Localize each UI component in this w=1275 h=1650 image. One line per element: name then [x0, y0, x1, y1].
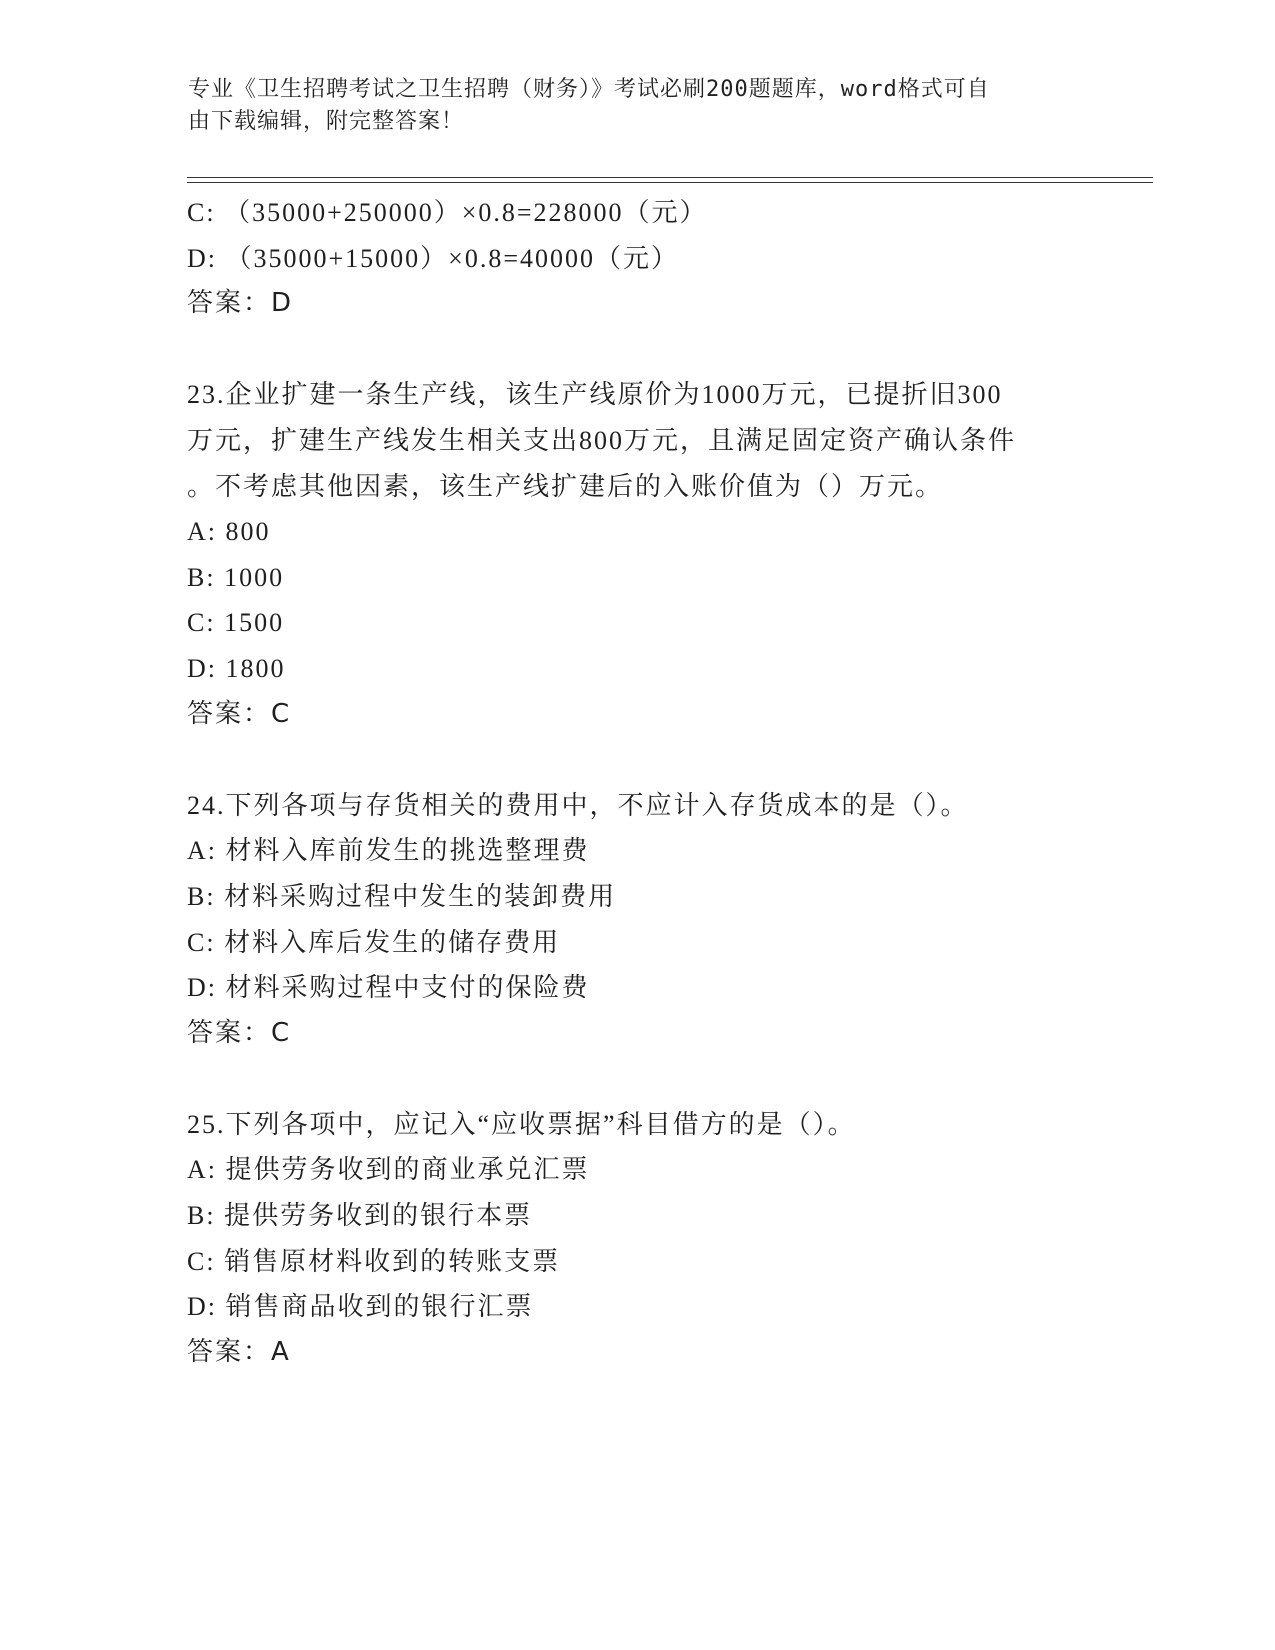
spacer — [187, 327, 1087, 373]
answer-line: 答案：C — [187, 1017, 292, 1048]
option-c: C: 1500 — [187, 608, 285, 638]
option-c: C: （35000+250000）×0.8=228000（元） — [187, 198, 708, 227]
answer-line: 答案：C — [187, 698, 292, 729]
answer-line: 答案：A — [187, 1336, 291, 1367]
header-divider-top — [187, 177, 1153, 178]
question-stem-line: 25.下列各项中，应记入“应收票据”科目借方的是（）。 — [187, 1109, 856, 1139]
option-b: B: 提供劳务收到的银行本票 — [187, 1201, 533, 1231]
option-b: B: 材料采购过程中发生的装卸费用 — [187, 881, 617, 911]
option-a: A: 材料入库前发生的挑选整理费 — [187, 836, 590, 866]
spacer — [187, 1056, 1087, 1102]
option-d: D: 销售商品收到的银行汇票 — [187, 1292, 534, 1322]
option-d: D: 1800 — [187, 653, 286, 683]
header-title-line-2: 由下载编辑，附完整答案！ — [188, 109, 465, 134]
option-c: C: 销售原材料收到的转账支票 — [187, 1246, 561, 1276]
option-d: D: （35000+15000）×0.8=40000（元） — [187, 243, 679, 273]
option-c: C: 材料入库后发生的储存费用 — [187, 927, 561, 957]
option-a: A: 提供劳务收到的商业承兑汇票 — [187, 1155, 590, 1185]
spacer — [187, 737, 1087, 783]
option-b: B: 1000 — [187, 562, 285, 592]
header-title-line-1: 专业《卫生招聘考试之卫生招聘（财务）》考试必刷200题题库，word格式可自 — [188, 77, 990, 102]
question-content — [187, 190, 1087, 1375]
answer-line: 答案：D — [187, 288, 294, 319]
option-a: A: 800 — [187, 517, 271, 547]
header-divider-bottom — [187, 182, 1153, 183]
question-stem-line: 。不考虑其他因素，该生产线扩建后的入账价值为（）万元。 — [187, 471, 944, 501]
document-header — [188, 74, 1068, 138]
question-stem-line: 23.企业扩建一条生产线，该生产线原价为1000万元，已提折旧300 — [187, 380, 1003, 410]
question-stem-line: 24.下列各项与存货相关的费用中，不应计入存货成本的是（）。 — [187, 790, 969, 820]
question-stem-line: 万元，扩建生产线发生相关支出800万元，且满足固定资产确认条件 — [187, 425, 1017, 455]
option-d: D: 材料采购过程中支付的保险费 — [187, 973, 590, 1003]
